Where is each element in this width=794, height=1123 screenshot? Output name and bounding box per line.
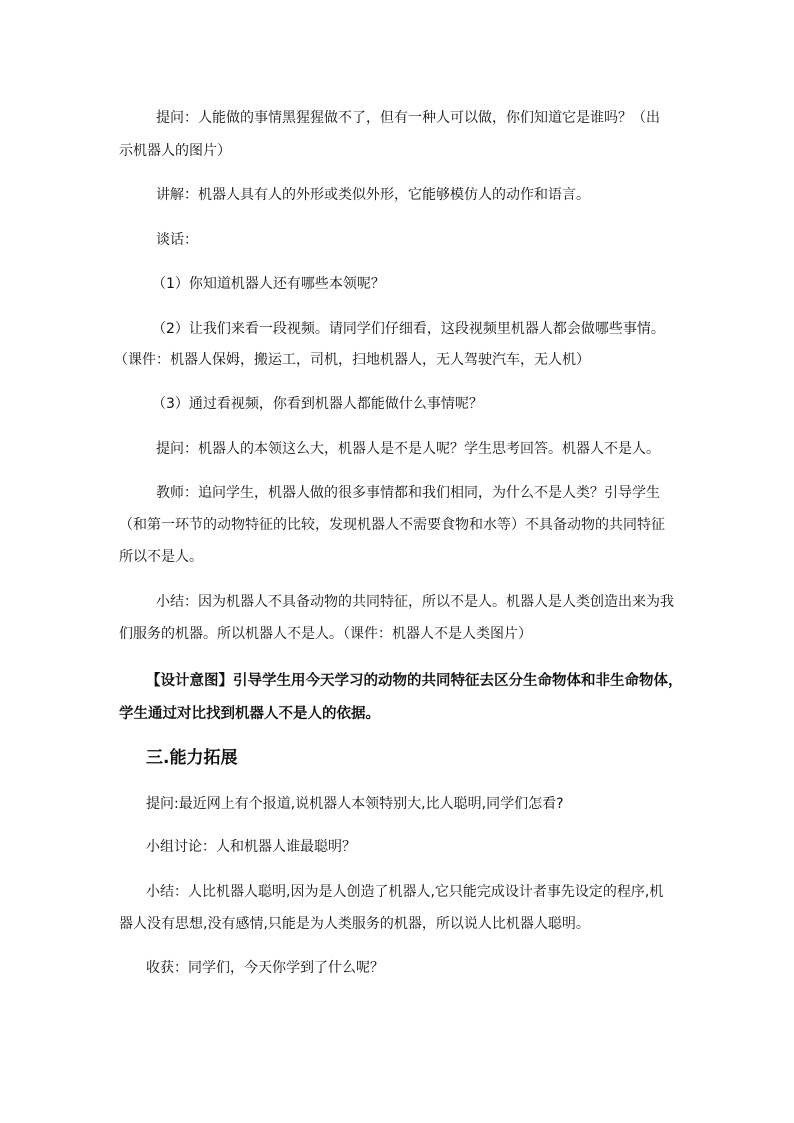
teacher-line1: 教师：追问学生，机器人做的很多事情都和我们相同，为什么不是人类？引导学生 bbox=[156, 485, 660, 501]
teacher-line2: （和第一环节的动物特征的比较，发现机器人不需要食物和水等）不具备动物的共同特征 bbox=[119, 517, 665, 533]
question1-line1: 提问：人能做的事情黑猩猩做不了，但有一种人可以做，你们知道它是谁吗？（出 bbox=[156, 110, 660, 126]
section-heading: 三.能力拓展 bbox=[146, 748, 238, 768]
talk-question-1: （1）你知道机器人还有哪些本领呢？ bbox=[152, 276, 385, 292]
explain-paragraph: 讲解：机器人具有人的外形或类似外形，它能够模仿人的动作和语言。 bbox=[156, 187, 590, 203]
summary2-line2: 器人没有思想,没有感情,只能是为人类服务的机器，所以说人比机器人聪明。 bbox=[119, 916, 590, 932]
teacher-line3: 所以不是人。 bbox=[119, 549, 203, 565]
question2-paragraph: 提问：机器人的本领这么大，机器人是不是人呢？学生思考回答。机器人不是人。 bbox=[156, 441, 660, 457]
summary2-line1: 小结：人比机器人聪明,因为是人创造了机器人,它只能完成设计者事先设定的程序,机 bbox=[146, 884, 664, 900]
talk-question-2-line2: （课件：机器人保姆，搬运工，司机，扫地机器人，无人驾驶汽车，无人机） bbox=[114, 352, 590, 368]
talk-question-3: （3）通过看视频，你看到机器人都能做什么事情呢？ bbox=[152, 396, 483, 412]
question1-line2: 示机器人的图片） bbox=[119, 143, 231, 159]
summary1-line2: 们服务的机器。所以机器人不是人。（课件：机器人不是人类图片） bbox=[119, 626, 532, 642]
design-intent-line1: 【设计意图】引导学生用今天学习的动物的共同特征去区分生命物体和非生命物体， bbox=[146, 673, 683, 689]
talk-label: 谈话： bbox=[156, 232, 198, 248]
design-intent-line2: 学生通过对比找到机器人不是人的依据。 bbox=[119, 706, 380, 722]
question3-paragraph: 提问:最近网上有个报道,说机器人本领特别大,比人聪明,同学们怎看? bbox=[146, 796, 564, 812]
summary1-line1: 小结：因为机器人不具备动物的共同特征，所以不是人。机器人是人类创造出来为我 bbox=[156, 594, 674, 610]
group-discussion: 小组讨论：人和机器人谁最聪明？ bbox=[146, 839, 356, 855]
talk-question-2-line1: （2）让我们来看一段视频。请同学们仔细看，这段视频里机器人都会做哪些事情。 bbox=[152, 321, 665, 337]
harvest-paragraph: 收获：同学们，今天你学到了什么呢？ bbox=[146, 960, 384, 976]
